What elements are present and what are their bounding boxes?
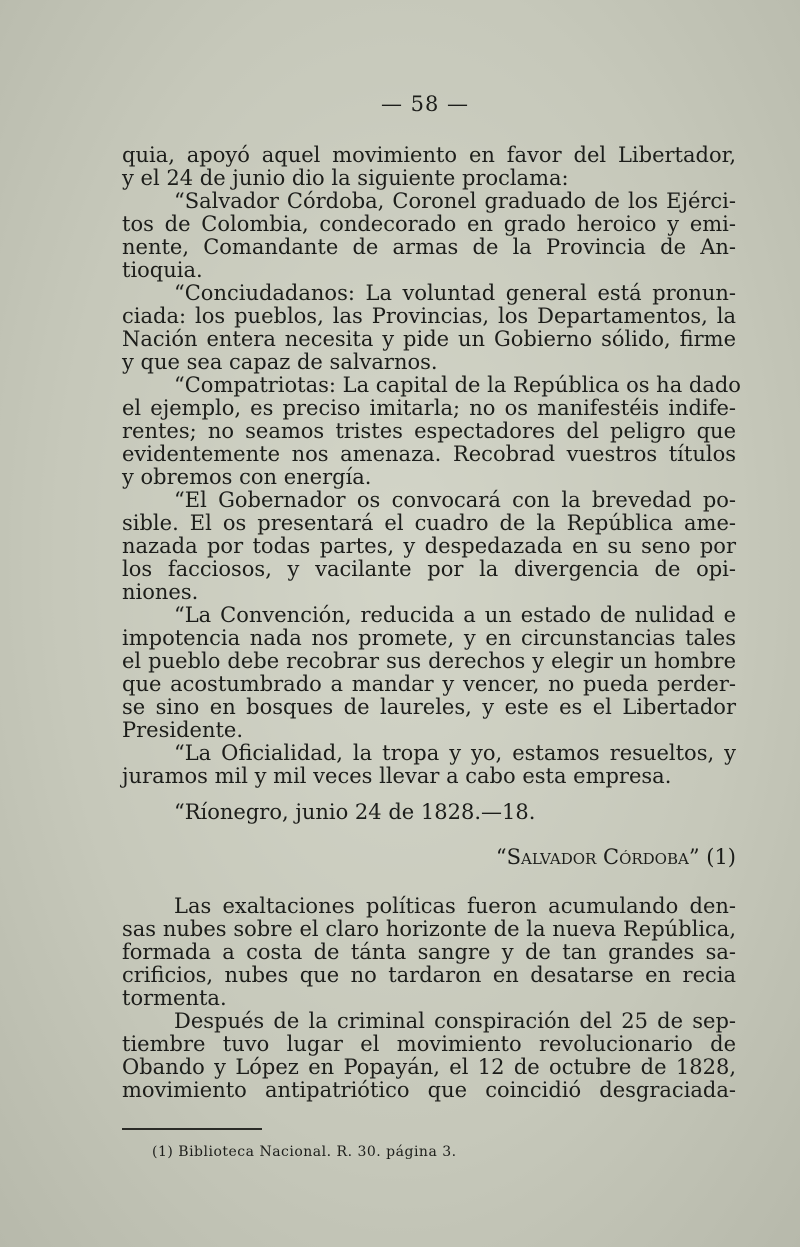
dateline: “Ríonegro, junio 24 de 1828.—18. xyxy=(174,800,536,824)
text-line: Después de la criminal conspiración del 25 de sep- xyxy=(174,1009,736,1033)
text-line: “Compatriotas: La capital de la República os ha dado xyxy=(174,373,741,397)
text-line: y el 24 de junio dio la siguiente proclama: xyxy=(122,166,569,190)
text-line: los facciosos, y vacilante por la divergencia de opi- xyxy=(122,557,736,581)
text-line: niones. xyxy=(122,580,199,604)
text-line: evidentemente nos amenaza. Recobrad vuestros títulos xyxy=(122,442,736,466)
proclamation-section xyxy=(122,143,741,788)
text-line: Obando y López en Popayán, el 12 de octubre de 1828, xyxy=(122,1055,736,1079)
text-line: sible. El os presentará el cuadro de la República ame- xyxy=(122,511,736,535)
text-line: “Conciudadanos: La voluntad general está pronun- xyxy=(174,281,736,305)
text-line: nazada por todas partes, y despedazada en su seno por xyxy=(122,534,736,558)
text-line: rentes; no seamos tristes espectadores del peligro que xyxy=(122,419,736,443)
text-line: crificios, nubes que no tardaron en desatarse en recia xyxy=(122,963,736,987)
narrative-section xyxy=(122,895,736,1102)
footnote: (1) Biblioteca Nacional. R. 30. página 3. xyxy=(152,1144,457,1160)
text-line: “La Oficialidad, la tropa y yo, estamos resueltos, y xyxy=(174,741,736,765)
text-line: Presidente. xyxy=(122,718,244,742)
text-line: el pueblo debe recobrar sus derechos y elegir un hombre xyxy=(122,649,736,673)
text-line: juramos mil y mil veces llevar a cabo esta empresa. xyxy=(122,764,672,788)
footnote-rule xyxy=(122,1128,262,1130)
text-line: movimiento antipatriótico que coincidió desgraciada- xyxy=(122,1078,736,1102)
text-line: tiembre tuvo lugar el movimiento revolucionario de xyxy=(122,1032,736,1056)
text-line: tormenta. xyxy=(122,986,227,1010)
text-line: impotencia nada nos promete, y en circunstancias tales xyxy=(122,626,736,650)
text-line: y obremos con energía. xyxy=(122,465,372,489)
text-line: ciada: los pueblos, las Provincias, los Departamentos, la xyxy=(122,304,736,328)
body-text xyxy=(122,143,741,1102)
text-line: “El Gobernador os convocará con la brevedad po- xyxy=(174,488,736,512)
text-line: tos de Colombia, condecorado en grado heroico y emi- xyxy=(122,212,736,236)
text-line: Las exaltaciones políticas fueron acumulando den- xyxy=(174,894,736,918)
text-line: se sino en bosques de laureles, y este es el Libertador xyxy=(122,695,736,719)
text-line: y que sea capaz de salvarnos. xyxy=(122,350,438,374)
page-number: — 58 — xyxy=(380,92,470,116)
text-line: formada a costa de tánta sangre y de tan grandes sa- xyxy=(122,940,736,964)
text-line: tioquia. xyxy=(122,258,203,282)
text-line: Nación entera necesita y pide un Gobierno sólido, firme xyxy=(122,327,736,351)
text-line: “La Convención, reducida a un estado de nulidad e xyxy=(174,603,736,627)
text-line: el ejemplo, es preciso imitarla; no os manifestéis indife- xyxy=(122,396,736,420)
text-line: quia, apoyó aquel movimiento en favor del Libertador, xyxy=(122,143,736,167)
text-line: que acostumbrado a mandar y vencer, no pueda perder- xyxy=(122,672,736,696)
signature: “Salvador Córdoba” (1) xyxy=(495,845,736,869)
text-line: nente, Comandante de armas de la Provincia de An- xyxy=(122,235,736,259)
text-line: sas nubes sobre el claro horizonte de la nueva República, xyxy=(122,917,736,941)
text-line: “Salvador Córdoba, Coronel graduado de los Ejérci- xyxy=(174,189,736,213)
